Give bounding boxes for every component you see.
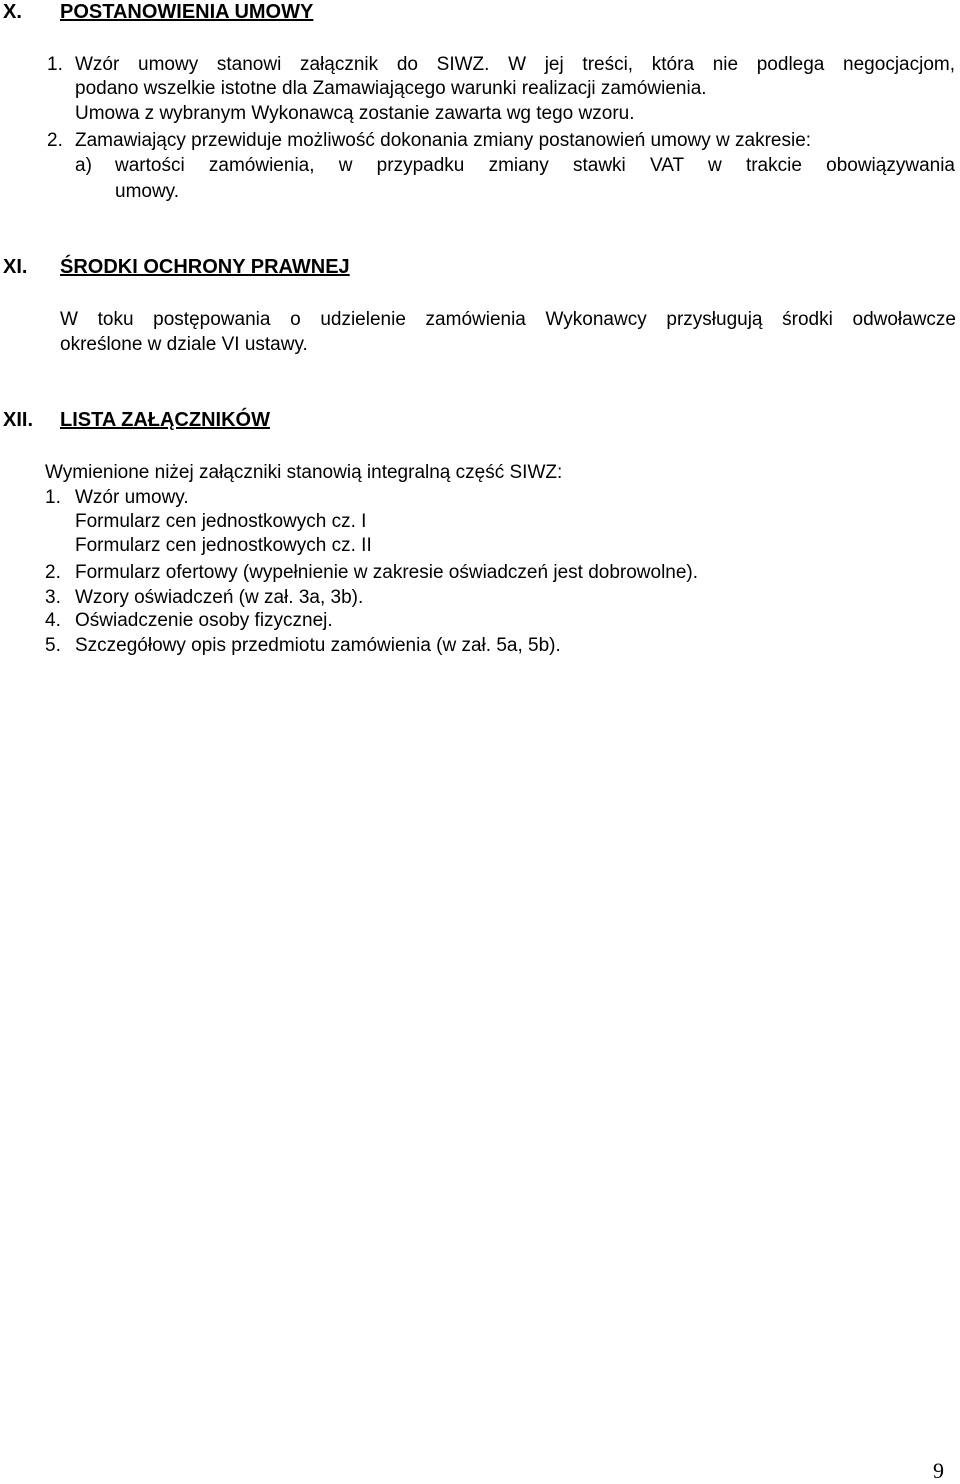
section-x-item1-number: 1.: [47, 54, 63, 75]
attachment-number: 3.: [45, 587, 61, 608]
attachment-number: 5.: [45, 635, 61, 656]
attachment-text: Szczegółowy opis przedmiotu zamówienia (w zał. 5a, 5b).: [75, 635, 561, 656]
attachment-text: Formularz cen jednostkowych cz. I: [75, 511, 367, 532]
attachment-text: Formularz ofertowy (wypełnienie w zakresie oświadczeń jest dobrowolne).: [75, 562, 699, 583]
attachment-text: Wzór umowy.: [75, 487, 189, 508]
attachment-number: 4.: [45, 610, 61, 631]
section-x-item1-line3: Umowa z wybranym Wykonawcą zostanie zawarta wg tego wzoru.: [75, 103, 635, 124]
section-xii-title: LISTA ZAŁĄCZNIKÓW: [60, 409, 270, 431]
section-xi-line1: W toku postępowania o udzielenie zamówienia Wykonawcy przysługują środki odwoławcze: [60, 309, 956, 330]
section-xii-number: XII.: [3, 409, 34, 431]
section-xi-number: XI.: [3, 256, 28, 278]
section-xi-line2: określone w dziale VI ustawy.: [60, 334, 308, 355]
section-x-item1-line1: Wzór umowy stanowi załącznik do SIWZ. W jej treści, która nie podlega negocjacjom,: [75, 54, 955, 75]
attachment-number: 2.: [45, 562, 61, 583]
section-x-item2-sub-a-line2: umowy.: [115, 181, 180, 202]
attachment-text: Oświadczenie osoby fizycznej.: [75, 610, 333, 631]
attachment-number: 1.: [45, 487, 61, 508]
section-x-item2-sub-a-letter: a): [75, 155, 92, 176]
section-x-item2-number: 2.: [47, 130, 63, 151]
attachment-text: Formularz cen jednostkowych cz. II: [75, 535, 372, 556]
section-xi-title: ŚRODKI OCHRONY PRAWNEJ: [60, 256, 350, 278]
attachment-text: Wzory oświadczeń (w zał. 3a, 3b).: [75, 587, 364, 608]
section-x-item2-sub-a-line1: wartości zamówienia, w przypadku zmiany stawki VAT w trakcie obowiązywania: [115, 155, 955, 176]
page-number: 9: [933, 1458, 944, 1483]
section-x-title: POSTANOWIENIA UMOWY: [60, 1, 314, 23]
section-x-item2-line1: Zamawiający przewiduje możliwość dokonania zmiany postanowień umowy w zakresie:: [75, 130, 812, 151]
section-xii-intro: Wymienione niżej załączniki stanowią integralną część SIWZ:: [45, 462, 563, 483]
section-x-item1-line2: podano wszelkie istotne dla Zamawiającego warunki realizacji zamówienia.: [75, 78, 707, 99]
section-x-number: X.: [3, 1, 22, 23]
